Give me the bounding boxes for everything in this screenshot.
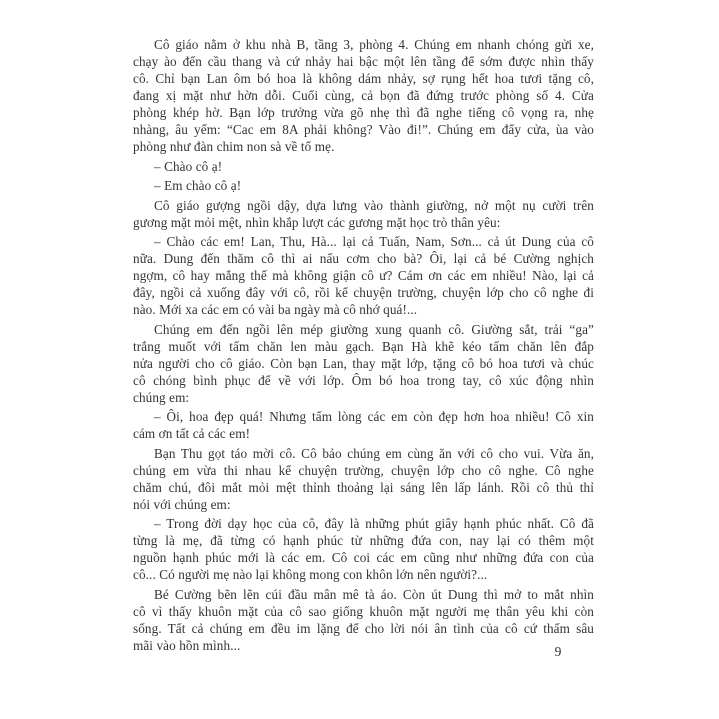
paragraph: [133, 445, 594, 513]
text-line: nửa người cho cô giáo. Còn bạn Lan, thay mặt lớp, tặng cô bó hoa tươi và chúc: [133, 355, 594, 371]
paragraph: [133, 408, 594, 442]
text-line: chăm chú, đôi mắt mỏi mệt thỉnh thoảng lại sáng lên lấp lánh. Rồi cô thủ thỉ: [133, 479, 594, 495]
text-line: từng là mẹ, đã từng có hạnh phúc từ những đứa con, nay lại có thêm một: [133, 533, 594, 548]
text-line: ngợm, cô hay mắng thế mà không giận cô ư? Cám ơn các em nhiều! Nào, lại cả: [133, 268, 594, 283]
text-line: – Chào cô ạ!: [154, 158, 223, 174]
text-line: Cô giáo nằm ở khu nhà B, tầng 3, phòng 4. Chúng em nhanh chóng gửi xe,: [154, 37, 594, 52]
paragraph: [133, 515, 594, 583]
text-line: phòng khép hờ. Bạn lớp trưởng vừa gõ nhẹ thì đã nghe tiếng cô vọng ra, nhẹ: [133, 105, 594, 120]
text-line: nhàng, âu yếm: “Cac em 8A phải không? Vào đi!”. Chúng em đẩy cửa, ùa vào: [133, 122, 594, 137]
text-line: đang xị mặt như hờn dỗi. Cuối cùng, cả bọn đã đứng trước phòng số 4. Cửa: [133, 88, 594, 103]
text-line: nguồn hạnh phúc mới là các em. Cô coi các em cũng như những đứa con của: [133, 550, 594, 565]
text-line: cám ơn tất cả các em!: [133, 426, 251, 441]
paragraph: [133, 233, 594, 318]
paragraph: [133, 36, 594, 155]
text-line: – Chào các em! Lan, Thu, Hà... lại cả Tuấn, Nam, Sơn... cả út Dung của cô: [154, 234, 594, 249]
text-line: chạy ào đến cầu thang và cứ nhảy hai bậc một lên tầng để sớm được nhìn thấy: [133, 54, 594, 69]
text-line: cô chóng bình phục để về với lớp. Ôm bó hoa trong tay, cô xúc động nhìn: [133, 372, 594, 388]
text-line: chúng em vừa thi nhau kể chuyện trường, chuyện lớp cho cô nghe. Cô nghe: [133, 462, 594, 478]
text-line: Bạn Thu gọt táo mời cô. Cô bảo chúng em cùng ăn với cô cho vui. Vừa ăn,: [154, 445, 594, 461]
text-line: cô vì thấy khuôn mặt của cô sao giống khuôn mặt người mẹ thân yêu khi còn: [133, 603, 594, 619]
paragraph: [133, 197, 594, 231]
text-line: cô... Có người mẹ nào lại không mong con khôn lớn nên người?...: [133, 567, 488, 582]
text-line: nữa. Dung đến thăm cô thì ai nấu cơm cho bà? Ôi, lại cả bé Cường nghịch: [133, 251, 594, 266]
paragraph: [133, 586, 594, 654]
text-line: Bé Cường bẽn lẽn cúi đầu mân mê tà áo. Còn út Dung thì mở to mắt nhìn: [154, 586, 594, 602]
text-line: Cô giáo gượng ngồi dậy, dựa lưng vào thành giường, nở một nụ cười trên: [154, 197, 594, 213]
text-line: – Ôi, hoa đẹp quá! Nhưng tấm lòng các em còn đẹp hơn hoa nhiều! Cô xin: [154, 409, 594, 424]
text-line: – Em chào cô ạ!: [154, 178, 242, 193]
page-number: 9: [554, 644, 562, 659]
text-line: chúng em:: [133, 389, 190, 405]
text-line: mãi vào hồn mình...: [133, 637, 241, 653]
paragraph: [133, 321, 594, 406]
text-line: cô. Chỉ bạn Lan ôm bó hoa là không dám nhảy, sợ rụng hết hoa tươi tặng cô,: [133, 71, 594, 86]
text-line: đây, ngồi cả xuống đây với cô, rồi kể chuyện trường, chuyện lớp cho cô nghe đi: [133, 285, 594, 300]
text-line: trắng muốt với tấm chăn len màu gạch. Bạn Hà khẽ kéo tấm chăn lên đắp: [133, 338, 594, 354]
text-line: nói với chúng em:: [133, 496, 231, 512]
text-line: nào. Mới xa các em có vài ba ngày mà cô nhớ quá!...: [133, 302, 418, 317]
text-line: gương mặt mỏi mệt, nhìn khắp lượt các gương mặt học trò thân yêu:: [133, 214, 501, 230]
paragraph: [133, 177, 594, 194]
text-line: Chúng em đến ngồi lên mép giường xung quanh cô. Giường sắt, trải “ga”: [154, 321, 594, 337]
text-line: – Trong đời dạy học của cô, đây là những phút giây hạnh phúc nhất. Cô đã: [154, 516, 594, 531]
text-block: [133, 36, 594, 654]
text-line: phòng như đàn chim non sà về tổ mẹ.: [133, 139, 335, 154]
paragraph: [133, 158, 594, 175]
text-line: sống. Tất cả chúng em đều im lặng để cho lời nói ân tình của cô cứ thấm sâu: [133, 620, 594, 636]
